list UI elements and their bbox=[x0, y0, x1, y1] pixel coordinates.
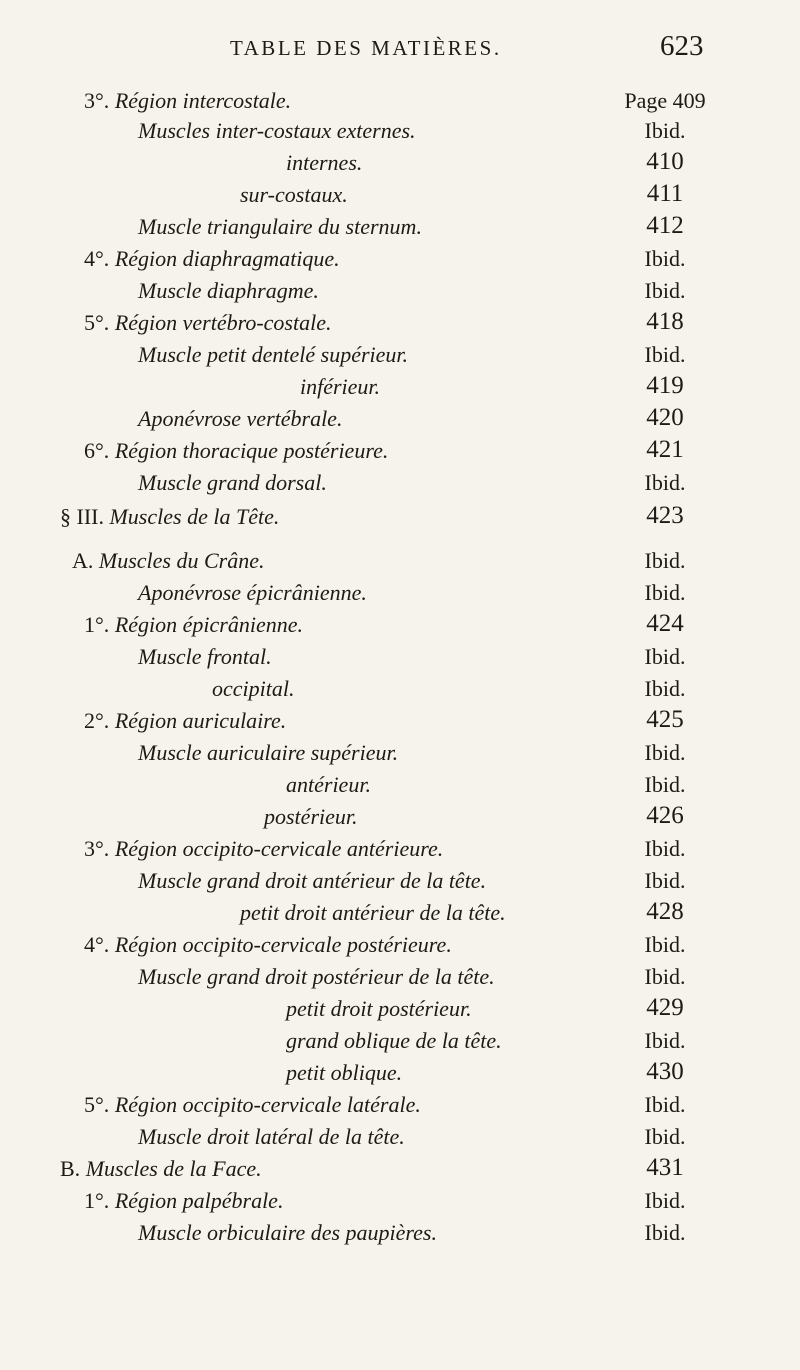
page-ref: Ibid. bbox=[644, 470, 686, 495]
page-ref: Ibid. bbox=[644, 772, 686, 797]
entry-label: 4°. Région occipito-cervicale postérieure. bbox=[84, 932, 452, 957]
toc-entry bbox=[0, 548, 800, 584]
entry-label: Muscle orbiculaire des paupières. bbox=[138, 1220, 437, 1245]
toc-entry bbox=[0, 1156, 800, 1192]
toc-entry bbox=[0, 310, 800, 346]
page-ref: 428 bbox=[646, 898, 684, 925]
page-ref: 410 bbox=[646, 148, 684, 175]
page-ref: Ibid. bbox=[644, 1028, 686, 1053]
toc-entry bbox=[0, 438, 800, 474]
page-ref: Ibid. bbox=[644, 580, 686, 605]
entry-label: 3°. Région intercostale. bbox=[84, 88, 292, 113]
page-ref: 425 bbox=[646, 706, 684, 733]
page-ref: 426 bbox=[646, 802, 684, 829]
entry-label: sur-costaux. bbox=[240, 182, 348, 207]
page-ref: Ibid. bbox=[644, 1092, 686, 1117]
toc-entry bbox=[0, 470, 800, 506]
page-ref: Ibid. bbox=[644, 1188, 686, 1213]
toc-entry bbox=[0, 1060, 800, 1096]
entry-label: petit droit antérieur de la tête. bbox=[240, 900, 506, 925]
page-ref: 412 bbox=[646, 212, 684, 239]
entry-label: Aponévrose vertébrale. bbox=[138, 406, 343, 431]
page-ref: 423 bbox=[646, 502, 684, 529]
entry-label: Muscle grand droit antérieur de la tête. bbox=[138, 868, 487, 893]
toc-entry bbox=[0, 996, 800, 1032]
entry-label: Muscle auriculaire supérieur. bbox=[138, 740, 399, 765]
entry-label: Aponévrose épicrânienne. bbox=[138, 580, 367, 605]
entry-label: petit droit postérieur. bbox=[286, 996, 472, 1021]
toc-entry bbox=[0, 504, 800, 540]
entry-label: petit oblique. bbox=[286, 1060, 403, 1085]
toc-entry bbox=[0, 804, 800, 840]
entry-label: Muscle petit dentelé supérieur. bbox=[138, 342, 409, 367]
page-ref: Ibid. bbox=[644, 836, 686, 861]
entry-label: inférieur. bbox=[300, 374, 381, 399]
toc-entry bbox=[0, 708, 800, 744]
toc-entry bbox=[0, 900, 800, 936]
running-title: TABLE DES MATIÈRES. bbox=[230, 36, 502, 60]
entry-label: grand oblique de la tête. bbox=[286, 1028, 502, 1053]
entry-label: Muscle droit latéral de la tête. bbox=[138, 1124, 405, 1149]
page-ref: Ibid. bbox=[644, 1124, 686, 1149]
entry-label: Muscle grand droit postérieur de la tête. bbox=[138, 964, 495, 989]
entry-label: 4°. Région diaphragmatique. bbox=[84, 246, 340, 271]
entry-label: occipital. bbox=[212, 676, 295, 701]
page-ref: Ibid. bbox=[644, 118, 686, 143]
page-ref: Ibid. bbox=[644, 548, 686, 573]
entry-label: 1°. Région épicrânienne. bbox=[84, 612, 303, 637]
toc-entry bbox=[0, 644, 800, 680]
page-ref: Page 409 bbox=[624, 88, 706, 113]
toc-entry bbox=[0, 836, 800, 872]
page-ref: Ibid. bbox=[644, 964, 686, 989]
toc-entry bbox=[0, 214, 800, 250]
page-ref: Ibid. bbox=[644, 932, 686, 957]
entry-label: Muscle diaphragme. bbox=[138, 278, 319, 303]
entry-label: 6°. Région thoracique postérieure. bbox=[84, 438, 389, 463]
page-ref: 431 bbox=[646, 1154, 684, 1181]
page-header bbox=[0, 30, 800, 76]
entry-label: antérieur. bbox=[286, 772, 371, 797]
entry-label: 3°. Région occipito-cervicale antérieure. bbox=[84, 836, 444, 861]
page-ref: 419 bbox=[646, 372, 684, 399]
page-ref: 424 bbox=[646, 610, 684, 637]
entry-label: 1°. Région palpébrale. bbox=[84, 1188, 284, 1213]
entry-label: Muscle frontal. bbox=[138, 644, 272, 669]
entry-label: A. Muscles du Crâne. bbox=[72, 548, 265, 573]
entry-label: § III. Muscles de la Tête. bbox=[60, 504, 280, 529]
entry-label: internes. bbox=[286, 150, 363, 175]
page-ref: 430 bbox=[646, 1058, 684, 1085]
page-ref: Ibid. bbox=[644, 676, 686, 701]
page-ref: 421 bbox=[646, 436, 684, 463]
entry-label: Muscle triangulaire du sternum. bbox=[138, 214, 422, 239]
toc-entry bbox=[0, 246, 800, 282]
toc-entry bbox=[0, 932, 800, 968]
entry-label: 2°. Région auriculaire. bbox=[84, 708, 287, 733]
page-ref: 429 bbox=[646, 994, 684, 1021]
page-ref: Ibid. bbox=[644, 868, 686, 893]
page-ref: Ibid. bbox=[644, 1220, 686, 1245]
page-number: 623 bbox=[660, 30, 704, 62]
entry-label: Muscle grand dorsal. bbox=[138, 470, 327, 495]
toc-entry bbox=[0, 1220, 800, 1256]
page-ref: Ibid. bbox=[644, 644, 686, 669]
toc-entry bbox=[0, 1092, 800, 1128]
page-ref: 420 bbox=[646, 404, 684, 431]
toc-entry bbox=[0, 740, 800, 776]
page-ref: Ibid. bbox=[644, 342, 686, 367]
toc-entry bbox=[0, 1188, 800, 1224]
page-ref: Ibid. bbox=[644, 246, 686, 271]
entry-label: postérieur. bbox=[264, 804, 358, 829]
toc-entry bbox=[0, 612, 800, 648]
entry-label: Muscles inter-costaux externes. bbox=[138, 118, 416, 143]
entry-label: 5°. Région vertébro-costale. bbox=[84, 310, 332, 335]
entry-label: 5°. Région occipito-cervicale latérale. bbox=[84, 1092, 421, 1117]
page-ref: 418 bbox=[646, 308, 684, 335]
entry-label: B. Muscles de la Face. bbox=[60, 1156, 262, 1181]
page-ref: Ibid. bbox=[644, 740, 686, 765]
page-ref: Ibid. bbox=[644, 278, 686, 303]
page-ref: 411 bbox=[646, 180, 684, 207]
